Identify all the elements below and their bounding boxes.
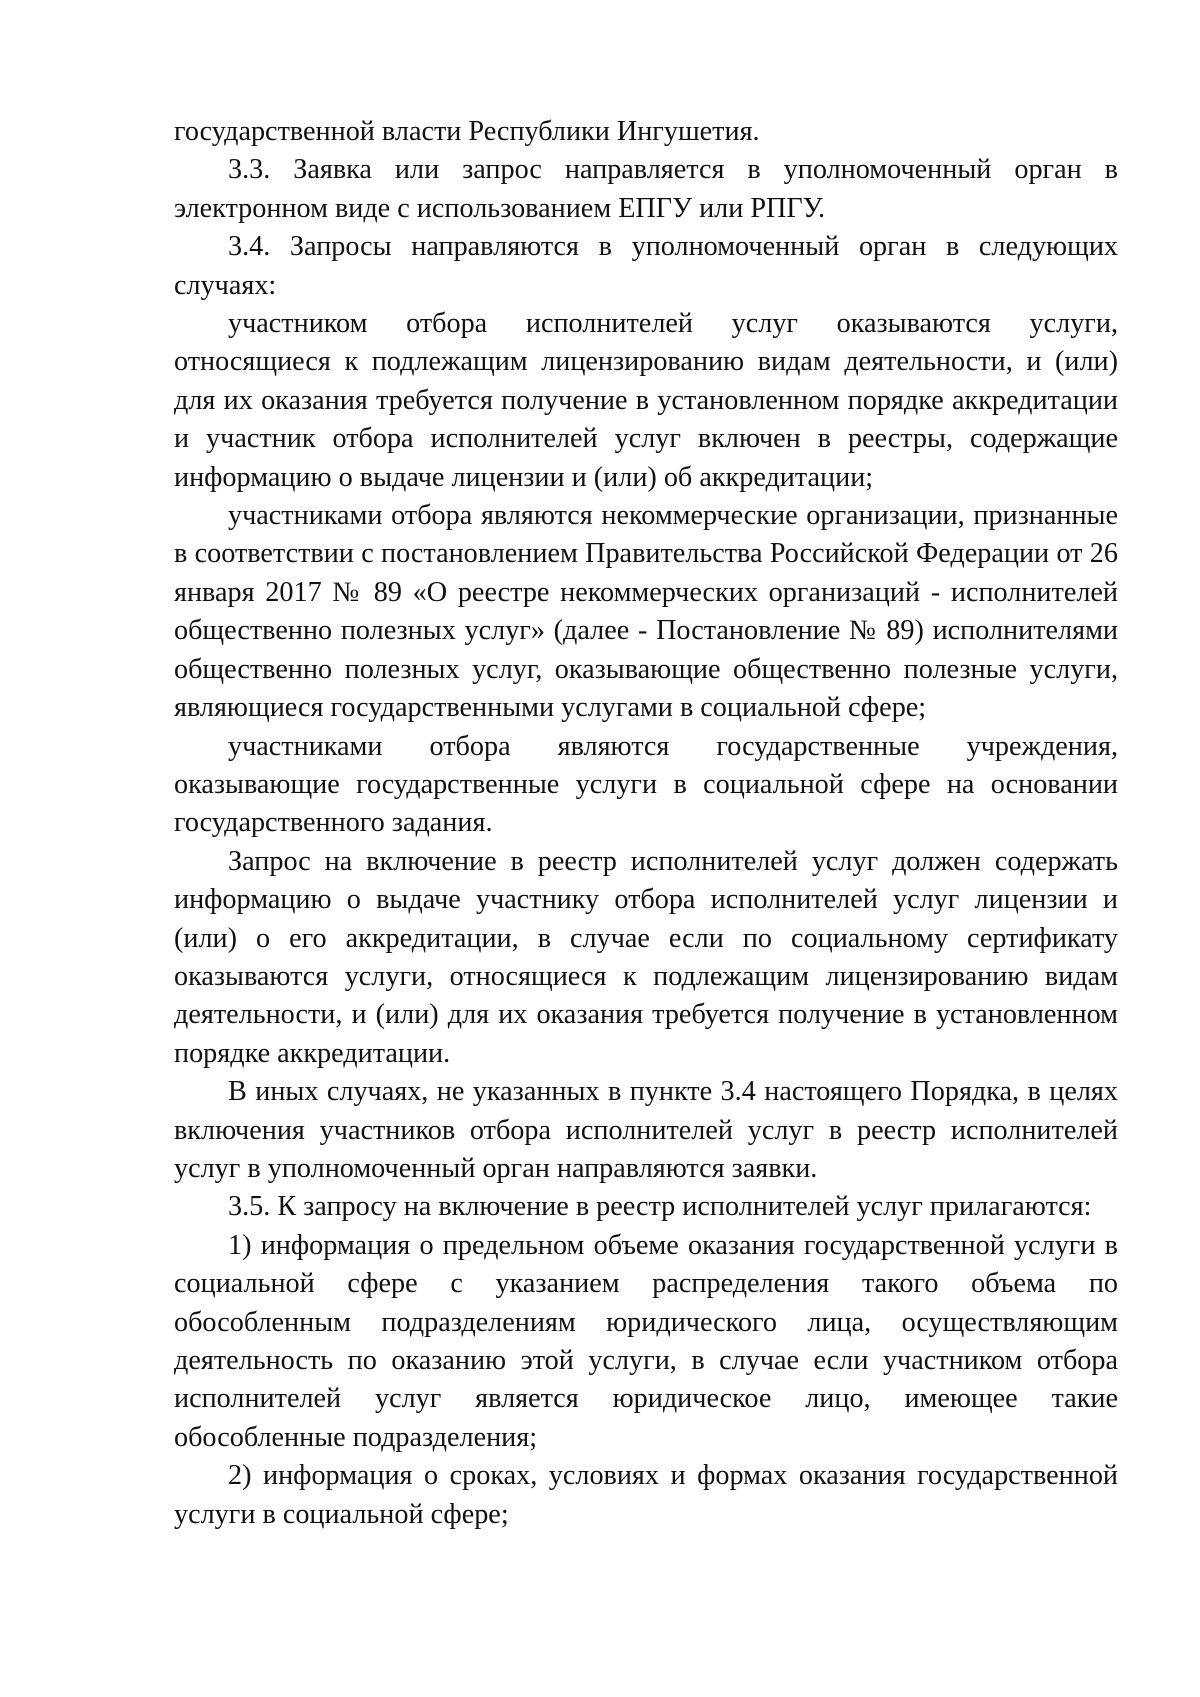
paragraph-item-2: 2) информация о сроках, условиях и формах оказания государственной услуги в социальной сфере; <box>174 1460 1118 1530</box>
paragraph-continuation: государственной власти Республики Ингушетия. <box>174 116 760 147</box>
paragraph-case-state-institutions: участниками отбора являются государственные учреждения, оказывающие государственные услуги в социальной сфере на основании государственного задания. <box>174 730 1118 839</box>
paragraph-3-3: 3.3. Заявка или запрос направляется в уполномоченный орган в электронном виде с использованием ЕПГУ или РПГУ. <box>174 154 1118 224</box>
paragraph-3-5: 3.5. К запросу на включение в реестр исполнителей услуг прилагаются: <box>228 1191 1092 1223</box>
paragraph-other-cases: В иных случаях, не указанных в пункте 3.4 настоящего Порядка, в целях включения участников отбора исполнителей услуг в реестр исполнителей услуг в уполномоченный орган направляются заявки. <box>174 1076 1118 1184</box>
paragraph-case-licensing: участником отбора исполнителей услуг оказываются услуги, относящиеся к подлежащим лицензированию видам деятельности, и (или) для их оказания требуется получение в установленном порядке аккредитации и участник отбора исполнителей услуг включен в реестры, содержащие информацию о выдаче лицензии и (или) об аккредитации; <box>174 308 1118 493</box>
paragraph-3-4: 3.4. Запросы направляются в уполномоченный орган в следующих случаях: <box>174 231 1118 301</box>
paragraph-request-content: Запрос на включение в реестр исполнителей услуг должен содержать информацию о выдаче участнику отбора исполнителей услуг лицензии и (или) о его аккредитации, в случае если по социальному сертификату оказываются услуги, относящиеся к подлежащим лицензированию видам деятельности, и (или) для их оказания требуется получение в установленном порядке аккредитации. <box>174 845 1118 1069</box>
paragraph-item-1: 1) информация о предельном объеме оказания государственной услуги в социальной сфере с указанием распределения такого объема по обособленным подразделениям юридического лица, осуществляющим деятельность по оказанию этой услуги, в случае если участником отбора исполнителей услуг является юридическое лицо, имеющее такие обособленные подразделения; <box>174 1229 1118 1453</box>
document-body <box>174 113 1118 1534</box>
paragraph-case-nonprofit: участниками отбора являются некоммерческие организации, признанные в соответствии с постановлением Правительства Российской Федерации от 26 января 2017 № 89 «О реестре некоммерческих организаций - исполнителей общественно полезных услуг» (далее - Постановление № 89) исполнителями общественно полезных услуг, оказывающие общественно полезные услуги, являющиеся государственными услугами в социальной сфере; <box>174 500 1118 724</box>
